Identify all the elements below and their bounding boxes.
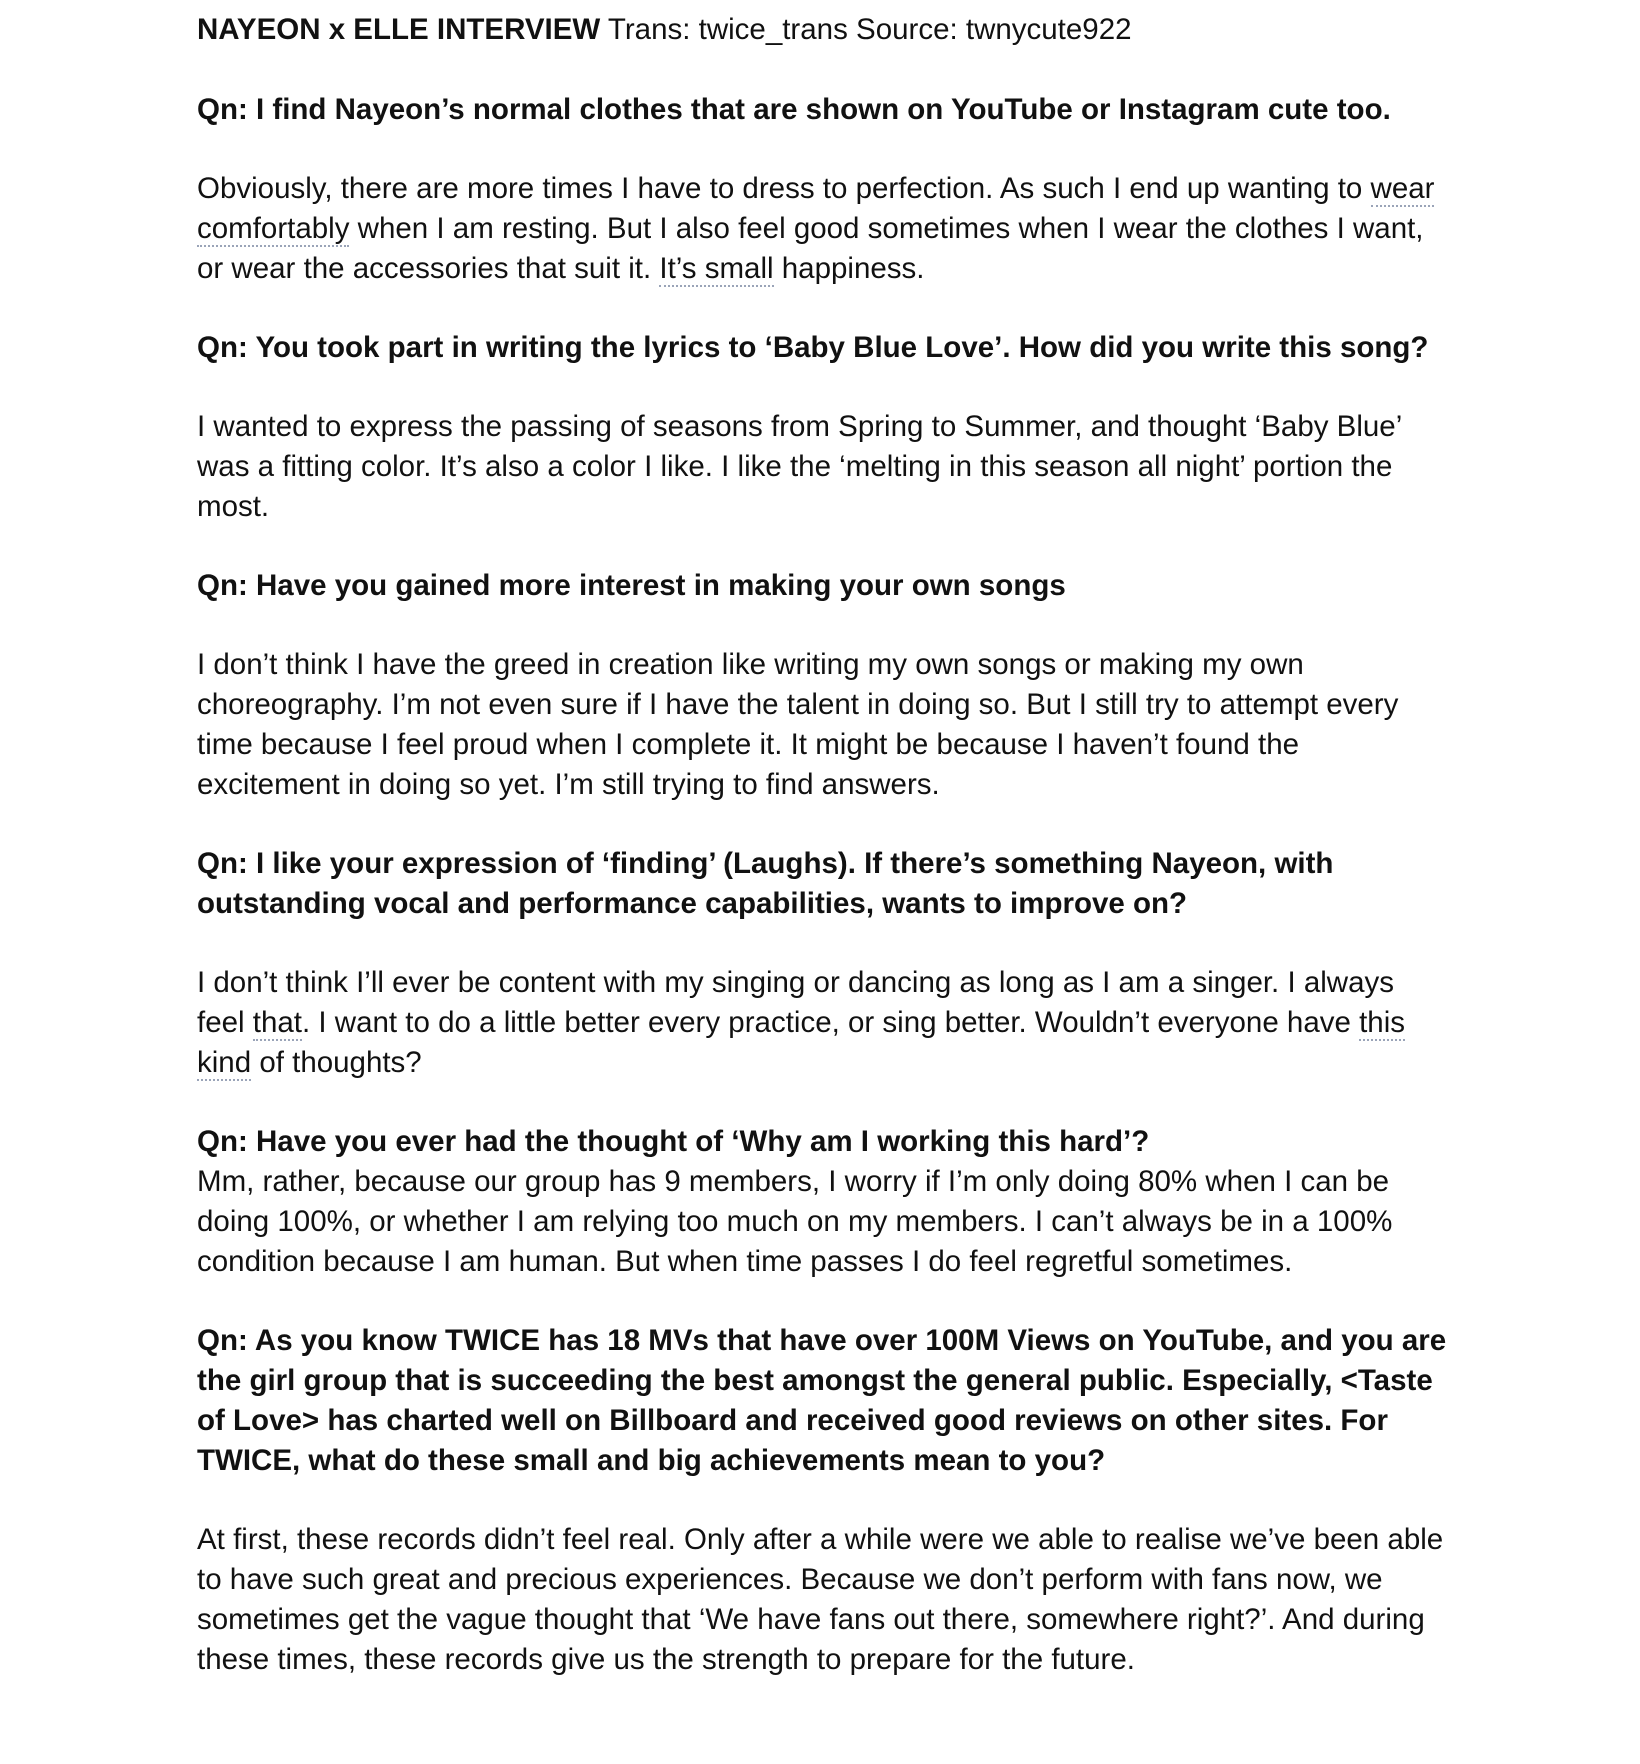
answer-text: happiness. [773, 252, 925, 285]
underlined-text: It’s small [659, 252, 774, 285]
document-credits: Trans: twice_trans Source: twnycute922 [600, 13, 1132, 46]
document-header [197, 10, 1447, 50]
answer-text: . I want to do a little better every practice, or sing better. Wouldn’t everyone have [301, 1006, 1360, 1039]
answer-5: Mm, rather, because our group has 9 members, I worry if I’m only doing 80% when I can be doing 100%, or whether I am relying too much on my members. I can’t always be in a 100% condition because I am human. But when time passes I do feel regretful sometimes. [197, 1165, 1393, 1278]
answer-text: Obviously, there are more times I have to dress to perfection. As such I end up wanting to [197, 172, 1371, 205]
underlined-text: wear comfortably [197, 172, 1435, 245]
answer-text: I don’t think I’ll ever be content with my singing or dancing as long as I am a singer. I always feel [197, 966, 1395, 1039]
question-1: Qn: I find Nayeon’s normal clothes that are shown on YouTube or Instagram cute too. [197, 93, 1391, 126]
answer-4 [197, 963, 1447, 1083]
underlined-text: that [252, 1006, 302, 1039]
answer-2: I wanted to express the passing of seasons from Spring to Summer, and thought ‘Baby Blue’ was a fitting color. It’s also a color I like. I like the ‘melting in this season all night’ portion the most. [197, 410, 1402, 523]
question-4: Qn: I like your expression of ‘finding’ (Laughs). If there’s something Nayeon, with outstanding vocal and performance capabilities, wants to improve on? [197, 847, 1334, 920]
question-5: Qn: Have you ever had the thought of ‘Why am I working this hard’? [197, 1125, 1150, 1158]
document-title: NAYEON x ELLE INTERVIEW [197, 13, 601, 46]
question-2: Qn: You took part in writing the lyrics to ‘Baby Blue Love’. How did you write this song? [197, 331, 1429, 364]
answer-6: At first, these records didn’t feel real. Only after a while were we able to realise we’ve been able to have such great and precious experiences. Because we don’t perform with fans now, we sometimes get the vague thought that ‘We have fans out there, somewhere right?’. And during these times, these records give us the strength to prepare for the future. [197, 1523, 1444, 1676]
answer-3: I don’t think I have the greed in creation like writing my own songs or making my own choreography. I’m not even sure if I have the talent in doing so. But I still try to attempt every time because I feel proud when I complete it. It might be because I haven’t found the excitement in doing so yet. I’m still trying to find answers. [197, 648, 1399, 801]
underlined-text: this kind [197, 1006, 1406, 1079]
interview-document [197, 10, 1447, 1680]
question-3: Qn: Have you gained more interest in making your own songs [197, 569, 1066, 602]
answer-text: of thoughts? [251, 1046, 422, 1079]
question-6: Qn: As you know TWICE has 18 MVs that have over 100M Views on YouTube, and you are the girl group that is succeeding the best amongst the general public. Especially, <Taste of Love> has charted well on Billboard and received good reviews on other sites. For TWICE, what do these small and big achievements mean to you? [197, 1324, 1447, 1477]
answer-text: when I am resting. But I also feel good sometimes when I wear the clothes I want, or wear the accessories that suit it. [197, 212, 1424, 285]
answer-1 [197, 169, 1447, 289]
